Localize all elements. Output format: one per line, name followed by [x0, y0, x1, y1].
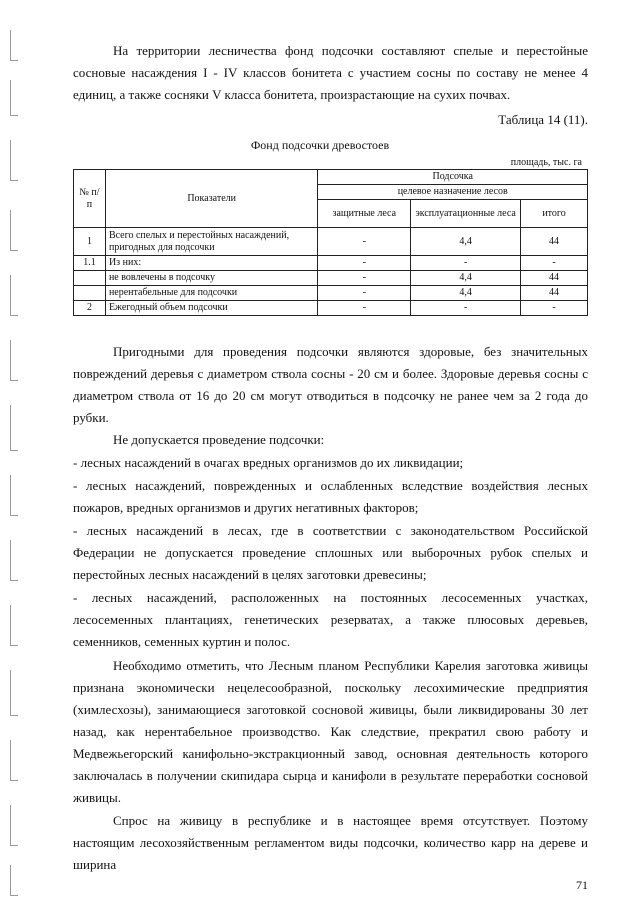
header-num: № п/п	[74, 170, 106, 228]
row-num	[74, 271, 106, 286]
row-label: нерентабельные для подсочки	[105, 286, 317, 301]
header-tapping: Подсочка	[318, 170, 588, 185]
row-protective: -	[318, 286, 411, 301]
table-row	[74, 286, 588, 301]
row-exploitation: 4,4	[411, 228, 521, 256]
row-exploitation: -	[411, 301, 521, 316]
tapping-fund-table	[73, 169, 588, 316]
header-exploitation: эксплуатационные леса	[411, 200, 521, 228]
row-num: 1.1	[74, 256, 106, 271]
row-total: -	[521, 256, 588, 271]
intro-paragraph: На территории лесничества фонд подсочки составляют спелые и перестойные сосновые насаждения I - IV классов бонитета с участием сосны по составу не менее 4 единиц, а также сосняки V класса бонитета, произрастающие на сухих почвах.	[73, 43, 588, 102]
table-row	[74, 228, 588, 256]
row-num: 2	[74, 301, 106, 316]
row-num	[74, 286, 106, 301]
row-label: Ежегодный объем подсочки	[105, 301, 317, 316]
row-protective: -	[318, 271, 411, 286]
row-total: 44	[521, 271, 588, 286]
header-purpose: целевое назначение лесов	[318, 185, 588, 200]
header-protective: защитные леса	[318, 200, 411, 228]
not-allowed-heading: Не допускается проведение подсочки:	[113, 432, 325, 447]
row-label: не вовлечены в подсочку	[105, 271, 317, 286]
row-exploitation: 4,4	[411, 271, 521, 286]
karelia-paragraph: Необходимо отметить, что Лесным планом Республики Карелия заготовка живицы признана экономически нецелесообразной, поскольку лесохимические предприятия (химлесхозы), занимающиеся заготовкой сосновой живицы, были ликвидированы 30 лет назад, как нерентабельное производство. Как следствие, прекратил свою работу и Медвежьегорский канифольно-экстракционный завод, основная деятельность которого заключалась в получении скипидара сырца и канифоли в результате переработки сосновой живицы.	[73, 658, 588, 805]
header-indicator: Показатели	[105, 170, 317, 228]
bullet-felling-restricted: - лесных насаждений в лесах, где в соответствии с законодательством Российской Федерации не допускается проведение сплошных или выборочных рубок спелых и перестойных лесных насаждений в целях заготовки древесины;	[73, 523, 588, 582]
table-units: площадь, тыс. га	[510, 157, 582, 168]
table-row	[74, 301, 588, 316]
table-number: Таблица 14 (11).	[498, 112, 588, 127]
demand-paragraph: Спрос на живицу в республике и в настоящее время отсутствует. Поэтому настоящим лесохозяйственным регламентом виды подсочки, количество карр на дереве и ширина	[73, 813, 588, 872]
suitable-trees-paragraph: Пригодными для проведения подсочки являются здоровые, без значительных повреждений деревья с диаметром ствола сосны - 20 см и более. Здоровые деревья сосны с диаметром ствола от 16 до 20 см могут отводиться в подсочку не ранее чем за 2 года до рубки.	[73, 344, 588, 425]
bullet-seed-areas: - лесных насаждений, расположенных на постоянных лесосеменных участках, лесосеменных плантациях, генетических резерватах, а также плюсовых деревьев, семенников, семенных куртин и полос.	[73, 590, 588, 649]
row-protective: -	[318, 256, 411, 271]
table-row	[74, 256, 588, 271]
bullet-damaged: - лесных насаждений, поврежденных и ослабленных вследствие воздействия лесных пожаров, вредных организмов и других негативных факторов;	[73, 478, 588, 515]
page-number: 71	[576, 878, 588, 892]
header-total: итого	[521, 200, 588, 228]
row-exploitation: -	[411, 256, 521, 271]
row-total: 44	[521, 286, 588, 301]
row-label: Из них:	[105, 256, 317, 271]
row-exploitation: 4,4	[411, 286, 521, 301]
row-total: -	[521, 301, 588, 316]
row-num: 1	[74, 228, 106, 256]
row-protective: -	[318, 228, 411, 256]
row-total: 44	[521, 228, 588, 256]
row-protective: -	[318, 301, 411, 316]
row-label: Всего спелых и перестойных насаждений, пригодных для подсочки	[105, 228, 317, 256]
table-title: Фонд подсочки древостоев	[250, 138, 390, 152]
bullet-pests: - лесных насаждений в очагах вредных организмов до их ликвидации;	[73, 455, 464, 470]
table-row	[74, 271, 588, 286]
